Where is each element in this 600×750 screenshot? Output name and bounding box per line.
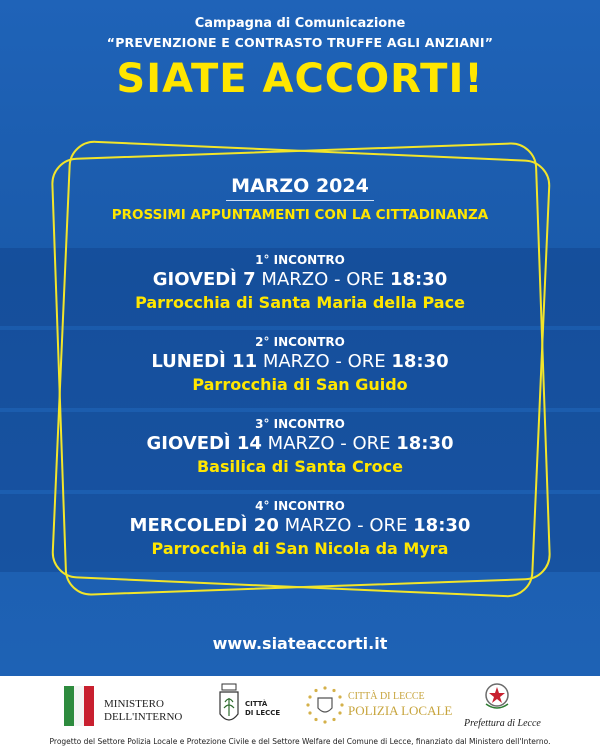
italian-flag-icon	[64, 686, 94, 726]
event-date	[0, 268, 600, 292]
event-date	[0, 432, 600, 456]
event-date	[0, 514, 600, 538]
polizia-locale-logo-text	[348, 690, 452, 718]
event-number: 2° INCONTRO	[255, 335, 345, 349]
event-day: GIOVEDÌ 7	[152, 269, 256, 290]
event-hour: 18:30	[391, 351, 449, 372]
lecce-crest-icon	[218, 682, 240, 728]
campaign-name: “PREVENZIONE E CONTRASTO TRUFFE AGLI ANZIANI”	[106, 35, 494, 50]
month-heading: MARZO 2024	[231, 175, 369, 197]
prefettura-logo-text: Prefettura di Lecce	[464, 718, 541, 729]
event-date	[0, 350, 600, 374]
polizia-line2: POLIZIA LOCALE	[348, 703, 453, 718]
lecce-line1: CITTÀ	[245, 700, 268, 708]
event-day: LUNEDÌ 11	[151, 351, 258, 372]
event-place: Parrocchia di San Nicola da Myra	[151, 539, 449, 558]
event-item	[0, 334, 600, 396]
event-number: 1° INCONTRO	[255, 253, 345, 267]
republic-emblem-icon	[482, 680, 512, 712]
campaign-label: Campagna di Comunicazione	[194, 16, 406, 31]
event-place: Parrocchia di San Guido	[192, 375, 408, 394]
lecce-line2: DI LECCE	[245, 709, 281, 717]
ministero-line1: MINISTERO	[104, 698, 164, 710]
month-underline	[226, 200, 374, 201]
ministero-logo-text	[104, 698, 182, 724]
event-day: MERCOLEDÌ 20	[129, 515, 279, 536]
event-hour: 18:30	[396, 433, 454, 454]
event-item	[0, 252, 600, 314]
event-place: Parrocchia di Santa Maria della Pace	[135, 293, 465, 312]
event-month-time: MARZO - ORE	[261, 433, 397, 454]
page-title: SIATE ACCORTI!	[116, 56, 484, 102]
event-month-time: MARZO - ORE	[278, 515, 414, 536]
footer	[0, 676, 600, 750]
event-item	[0, 498, 600, 560]
event-number: 4° INCONTRO	[255, 499, 345, 513]
polizia-locale-emblem-icon	[304, 684, 346, 726]
event-hour: 18:30	[389, 269, 448, 290]
event-number: 3° INCONTRO	[255, 417, 345, 431]
event-day: GIOVEDÌ 14	[146, 433, 262, 454]
event-month-time: MARZO - ORE	[255, 269, 390, 290]
lecce-logo-text	[245, 700, 280, 718]
footer-credit: Progetto del Settore Polizia Locale e Protezione Civile e del Settore Welfare del Comune di Lecce, finanziato dal Ministero dell'Interno.	[49, 737, 551, 746]
event-hour: 18:30	[413, 515, 471, 536]
event-month-time: MARZO - ORE	[257, 351, 392, 372]
event-item	[0, 416, 600, 478]
polizia-line1: CITTÀ DI LECCE	[348, 691, 425, 702]
ministero-line2: DELL'INTERNO	[104, 711, 183, 723]
subtitle: PROSSIMI APPUNTAMENTI CON LA CITTADINANZA	[111, 207, 489, 223]
event-place: Basilica di Santa Croce	[196, 457, 403, 476]
website-link[interactable]: www.siateaccorti.it	[212, 634, 388, 653]
